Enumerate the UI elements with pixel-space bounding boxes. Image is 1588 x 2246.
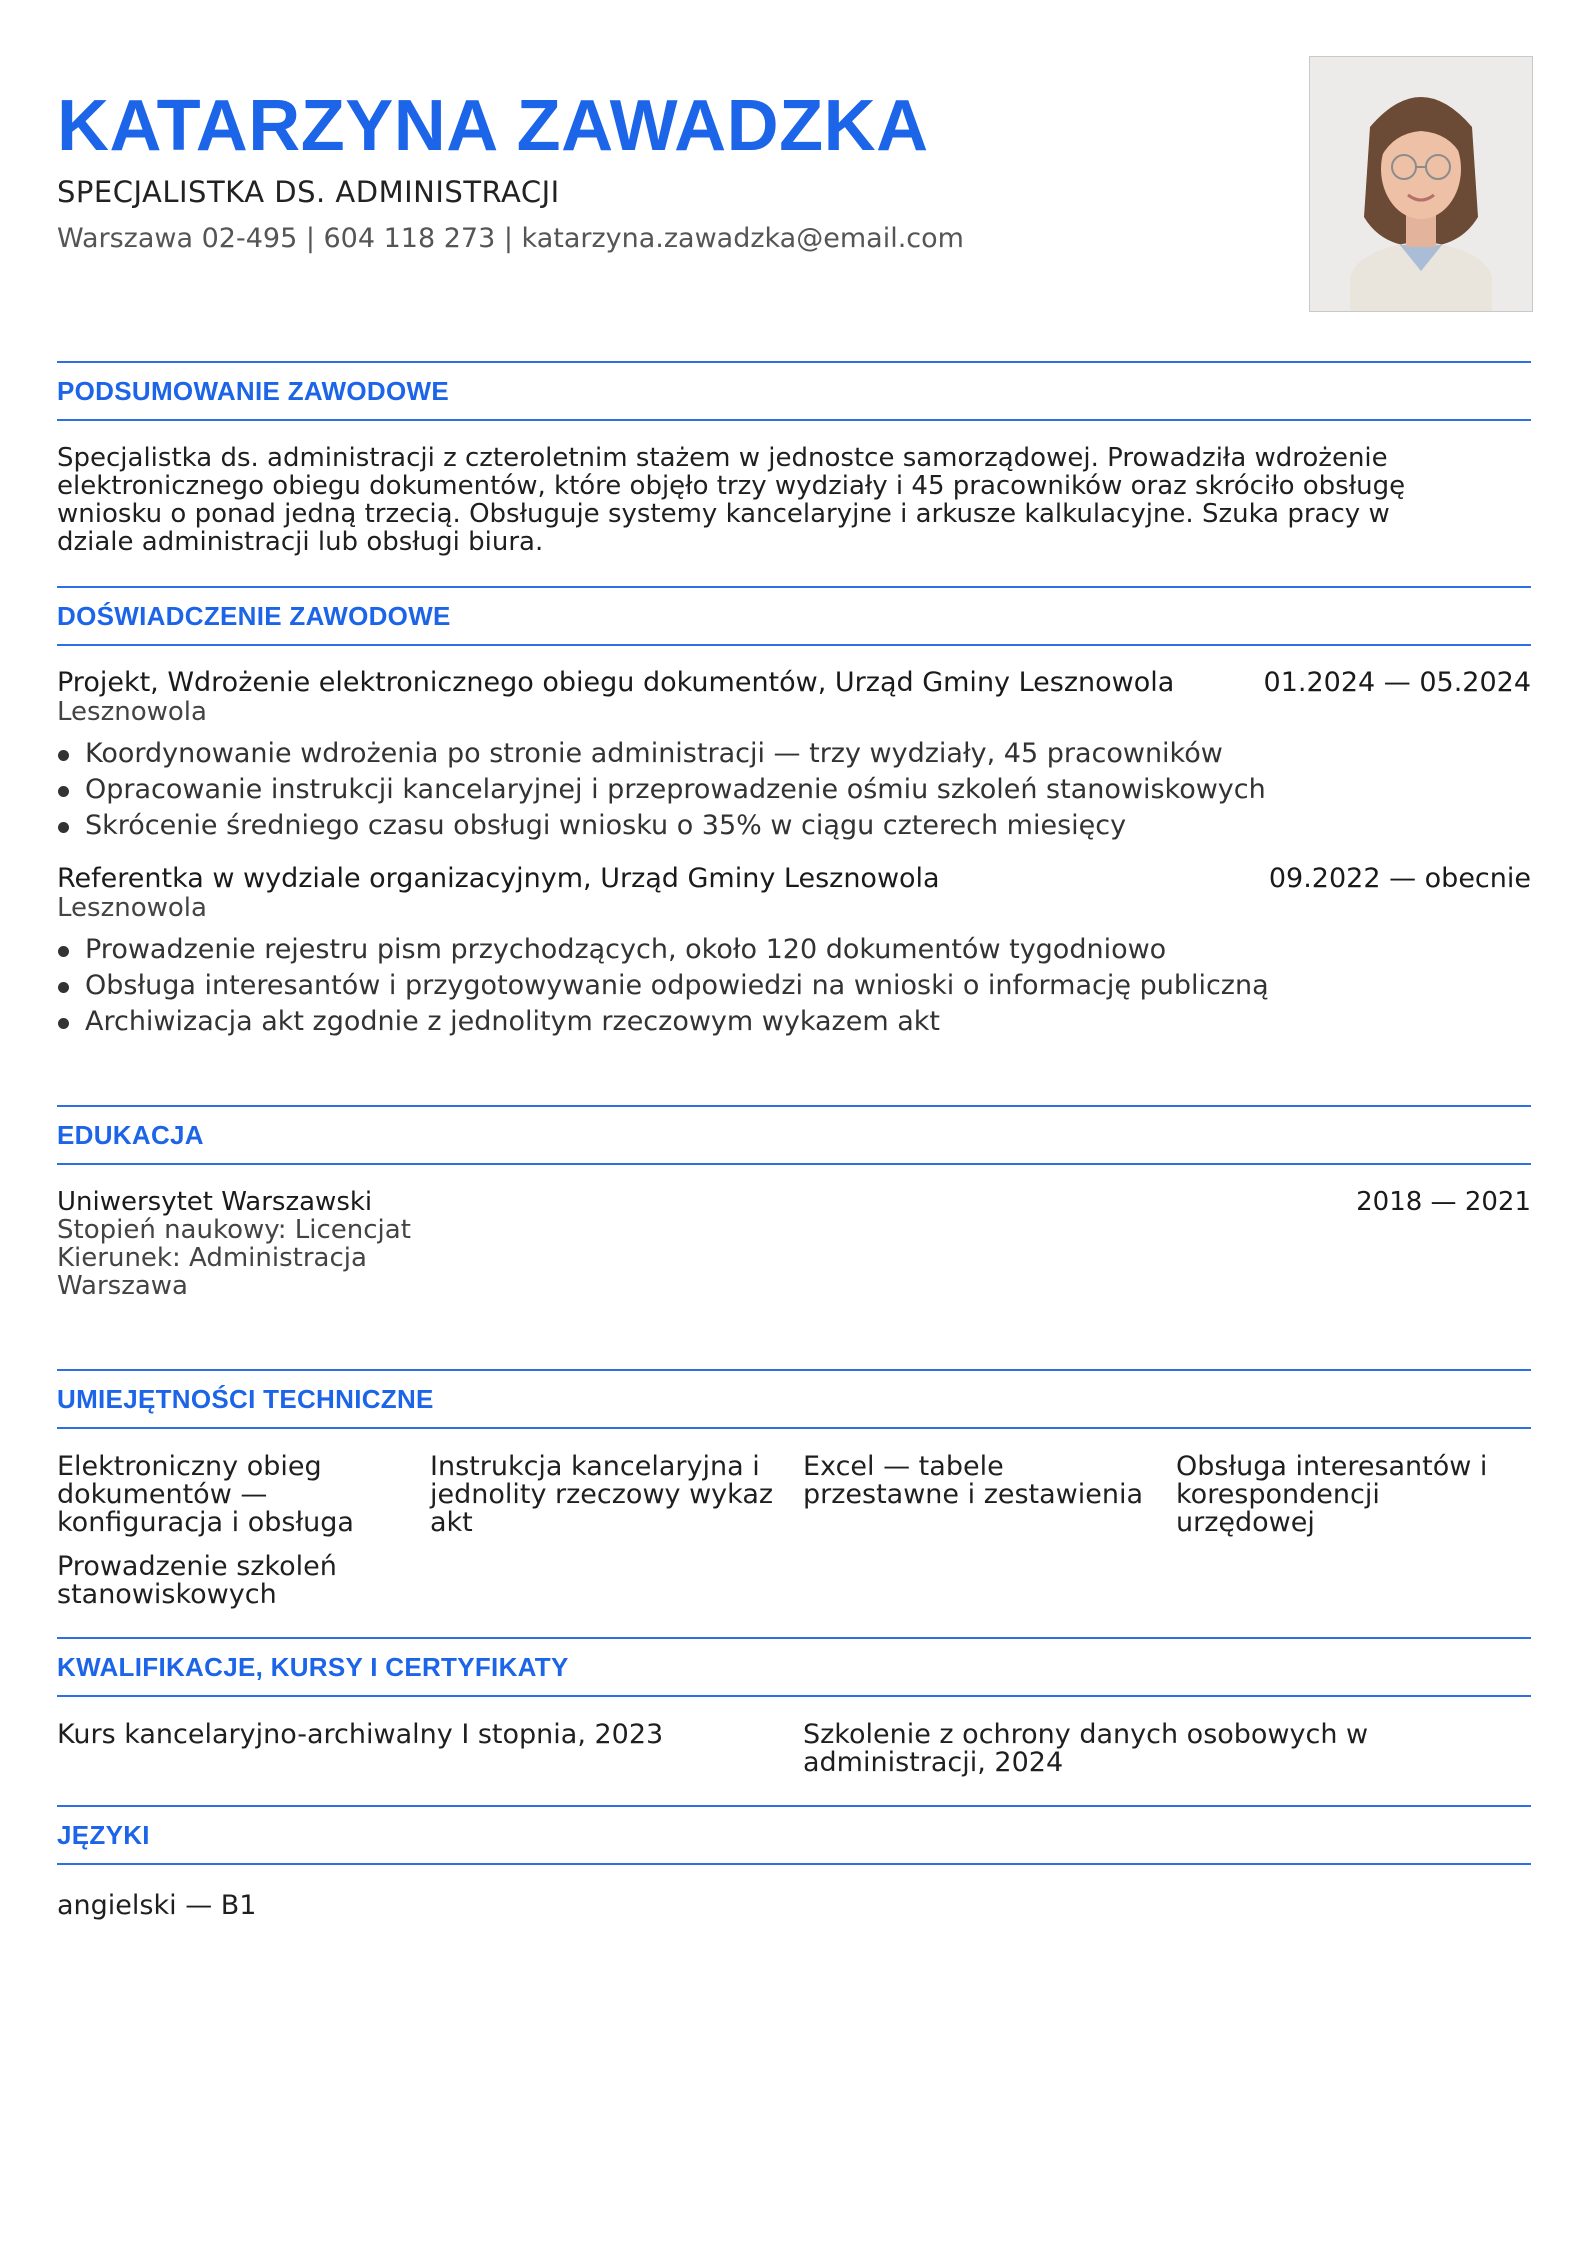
list-item: Skrócenie średniego czasu obsługi wniosku o 35% w ciągu czterech miesięcy xyxy=(57,808,1531,844)
section-heading xyxy=(57,1637,1531,1697)
job-title: Referentka w wydziale organizacyjnym, Urząd Gminy Lesznowola xyxy=(57,863,940,894)
summary-text xyxy=(57,444,1531,556)
skill-item xyxy=(430,1453,803,1537)
skill-item xyxy=(57,1553,430,1609)
school-name: Uniwersytet Warszawski xyxy=(57,1187,373,1217)
skills-section xyxy=(57,1369,1531,1609)
section-heading xyxy=(57,1369,1531,1429)
skill-line: Excel — tabele xyxy=(803,1451,1004,1482)
degree: Stopień naukowy: Licencjat xyxy=(57,1215,411,1245)
skill-line: korespondencji xyxy=(1176,1479,1380,1510)
list-item: Koordynowanie wdrożenia po stronie administracji — trzy wydziały, 45 pracowników xyxy=(57,736,1531,772)
skill-line: dokumentów — xyxy=(57,1479,268,1510)
list-item: Archiwizacja akt zgodnie z jednolitym rzeczowym wykazem akt xyxy=(57,1004,1531,1040)
job-location: Lesznowola xyxy=(57,893,207,923)
profile-photo xyxy=(1309,56,1533,312)
experience-section xyxy=(57,586,1531,1040)
qualification-item xyxy=(803,1721,1531,1777)
education-entry xyxy=(57,1188,1531,1300)
qualifications-grid xyxy=(57,1721,1531,1777)
education-dates: 2018 — 2021 xyxy=(1356,1187,1531,1217)
job-bullets xyxy=(57,736,1531,844)
candidate-name: KATARZYNA ZAWADZKA xyxy=(57,86,929,166)
skill-line: akt xyxy=(430,1507,473,1538)
summary-section xyxy=(57,361,1531,556)
field-of-study: Kierunek: Administracja xyxy=(57,1243,367,1273)
skill-line: Instrukcja kancelaryjna i xyxy=(430,1451,760,1482)
skill-line: jednolity rzeczowy wykaz xyxy=(430,1479,774,1510)
section-heading xyxy=(57,1105,1531,1165)
qualification-line: administracji, 2024 xyxy=(803,1747,1064,1778)
contact-line: Warszawa 02-495 | 604 118 273 | katarzyna.zawadzka@email.com xyxy=(57,223,964,254)
job-dates: 01.2024 — 05.2024 xyxy=(1263,667,1531,698)
job-title: Projekt, Wdrożenie elektronicznego obiegu dokumentów, Urząd Gminy Lesznowola xyxy=(57,667,1175,698)
language-item: angielski — B1 xyxy=(57,1890,257,1921)
section-heading xyxy=(57,361,1531,421)
list-item: Prowadzenie rejestru pism przychodzących, około 120 dokumentów tygodniowo xyxy=(57,932,1531,968)
summary-heading: PODSUMOWANIE ZAWODOWE xyxy=(57,375,449,406)
job-location: Lesznowola xyxy=(57,697,207,727)
job-entry xyxy=(57,864,1531,1040)
qualifications-section xyxy=(57,1637,1531,1777)
candidate-title: SPECJALISTKA DS. ADMINISTRACJI xyxy=(57,175,560,209)
job-entry xyxy=(57,668,1531,844)
qualification-item xyxy=(57,1721,803,1777)
summary-line: dziale administracji lub obsługi biura. xyxy=(57,527,544,557)
summary-line: elektronicznego obiegu dokumentów, które objęło trzy wydziały i 45 pracowników oraz skróciło obsługę xyxy=(57,471,1406,501)
qualification-line: Szkolenie z ochrony danych osobowych w xyxy=(803,1719,1369,1750)
skills-grid xyxy=(57,1453,1531,1609)
education-heading: EDUKACJA xyxy=(57,1119,204,1150)
skill-line: Obsługa interesantów i xyxy=(1176,1451,1488,1482)
skill-line: Elektroniczny obieg xyxy=(57,1451,322,1482)
skill-line: urzędowej xyxy=(1176,1507,1315,1538)
skills-heading: UMIEJĘTNOŚCI TECHNICZNE xyxy=(57,1383,434,1414)
education-section xyxy=(57,1105,1531,1300)
summary-line: wniosku o ponad jedną trzecią. Obsługuje systemy kancelaryjne i arkusze kalkulacyjne. Szuka pracy w xyxy=(57,499,1390,529)
school-city: Warszawa xyxy=(57,1271,188,1301)
languages-heading: JĘZYKI xyxy=(57,1819,150,1850)
skill-line: przestawne i zestawienia xyxy=(803,1479,1144,1510)
list-item: Opracowanie instrukcji kancelaryjnej i przeprowadzenie ośmiu szkoleń stanowiskowych xyxy=(57,772,1531,808)
job-bullets xyxy=(57,932,1531,1040)
skill-item xyxy=(1176,1453,1549,1537)
list-item: Obsługa interesantów i przygotowywanie odpowiedzi na wnioski o informację publiczną xyxy=(57,968,1531,1004)
qualification-line: Kurs kancelaryjno-archiwalny I stopnia, 2023 xyxy=(57,1719,664,1750)
section-heading xyxy=(57,1805,1531,1865)
skill-line: konfiguracja i obsługa xyxy=(57,1507,354,1538)
section-heading xyxy=(57,586,1531,646)
summary-line: Specjalistka ds. administracji z czteroletnim stażem w jednostce samorządowej. Prowadziła wdrożenie xyxy=(57,443,1388,473)
skill-item xyxy=(57,1453,430,1537)
qualifications-heading: KWALIFIKACJE, KURSY I CERTYFIKATY xyxy=(57,1651,569,1682)
skill-item xyxy=(803,1453,1176,1537)
skill-line: Prowadzenie szkoleń xyxy=(57,1551,337,1582)
skill-line: stanowiskowych xyxy=(57,1579,277,1610)
job-dates: 09.2022 — obecnie xyxy=(1268,863,1531,894)
languages-section xyxy=(57,1805,1531,1921)
experience-heading: DOŚWIADCZENIE ZAWODOWE xyxy=(57,600,451,631)
